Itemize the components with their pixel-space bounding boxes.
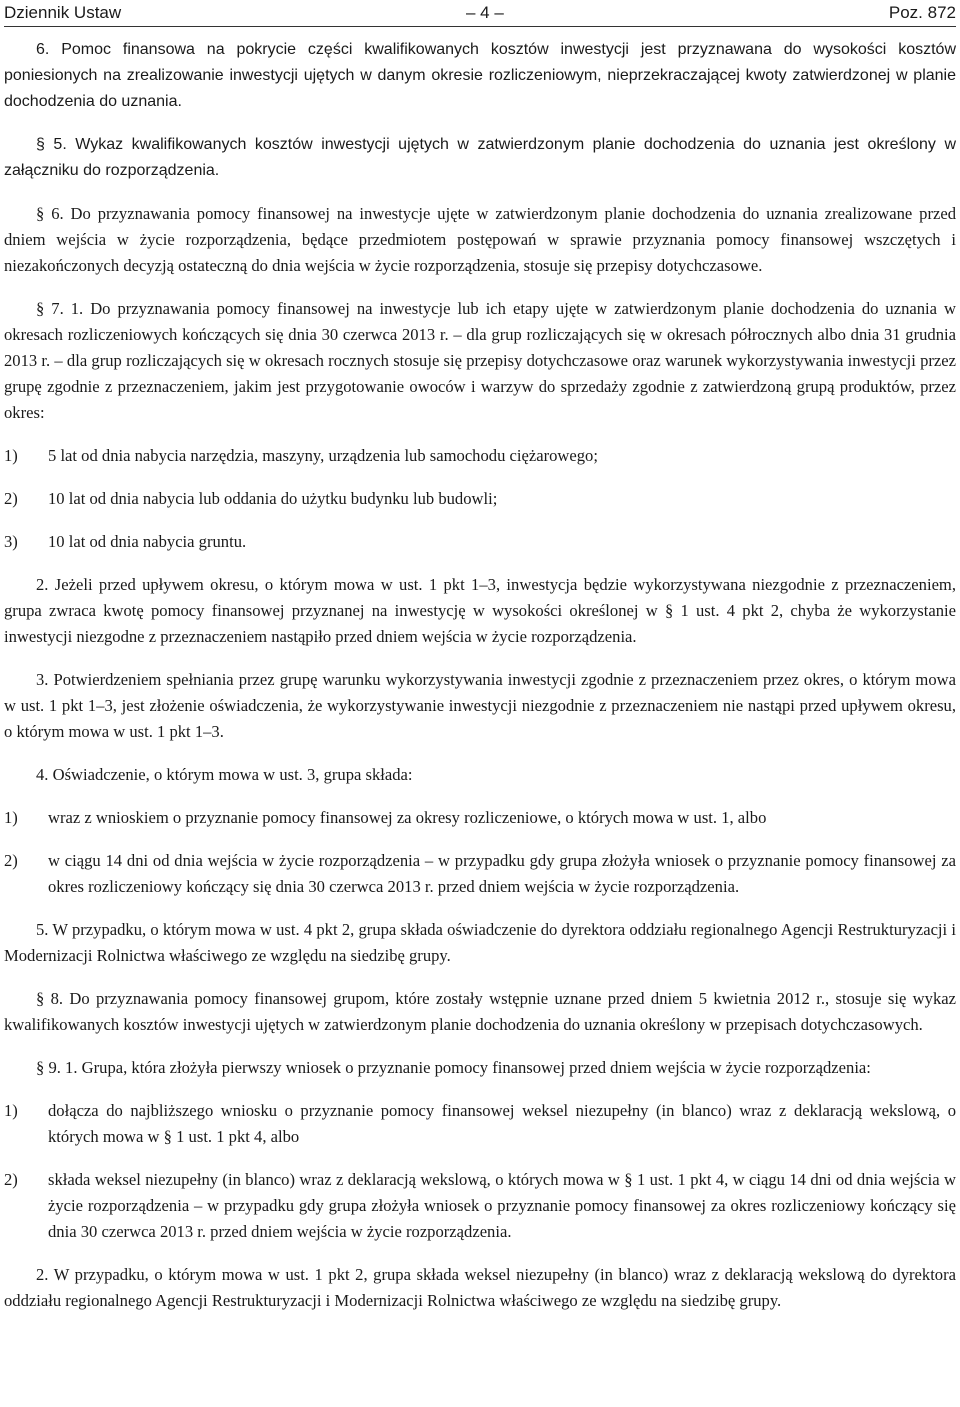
paragraph: § 5. Wykaz kwalifikowanych kosztów inwestycji ujętych w zatwierdzonym planie dochodzenia do uznania jest określony w załączniku do rozporządzenia. [4, 136, 956, 179]
paragraph-spacer [4, 788, 956, 805]
paragraph: 3. Potwierdzeniem spełniania przez grupę warunku wykorzystywania inwestycji zgodnie z przeznaczeniem przez okres, o którym mowa w ust. 1 pkt 1–3, jest złożenie oświadczenia, że wykorzystywanie inwestycji niezgodnie z przeznaczeniem nie nastąpi przed upływem okresu, o którym mowa w ust. 1 pkt 1–3. [4, 670, 956, 741]
paragraph-spacer [4, 1245, 956, 1262]
paragraph: 6. Pomoc finansowa na pokrycie części kwalifikowanych kosztów inwestycji jest przyznawana do wysokości kosztów poniesionych na zrealizowanie inwestycji ujętych w danym okresie rozliczeniowym, nieprzekraczającej kwoty zatwierdzonej w planie dochodzenia do uznania. [4, 41, 956, 110]
paragraph-spacer [4, 1038, 956, 1055]
paragraph: 4. Oświadczenie, o którym mowa w ust. 3, grupa składa: [36, 765, 413, 784]
paragraph-spacer [4, 650, 956, 667]
paragraph: § 9. 1. Grupa, która złożyła pierwszy wniosek o przyznanie pomocy finansowej przed dniem wejścia w życie rozporządzenia: [36, 1058, 871, 1077]
document-page [4, 0, 956, 1314]
paragraph: 2. Jeżeli przed upływem okresu, o którym mowa w ust. 1 pkt 1–3, inwestycja będzie wykorzystywana niezgodnie z przeznaczeniem, grupa zwraca kwotę pomocy finansowej przyznanej na inwestycję w wysokości określonej w § 1 ust. 4 pkt 2, chyba że wykorzystanie inwestycji niezgodne z przeznaczeniem nastąpiło przed dniem wejścia w życie rozporządzenia. [4, 575, 956, 646]
list-item [4, 805, 956, 831]
list-item-text: 10 lat od dnia nabycia lub oddania do użytku budynku lub budowli; [48, 489, 498, 508]
paragraph-spacer [4, 1150, 956, 1167]
list-item [4, 486, 956, 512]
paragraph-spacer [4, 555, 956, 572]
paragraph-spacer [4, 469, 956, 486]
list-item [4, 443, 956, 469]
paragraph: § 7. 1. Do przyznawania pomocy finansowej na inwestycje lub ich etapy ujęte w zatwierdzonym planie dochodzenia do uznania w okresach rozliczeniowych kończących się dnia 30 czerwca 2013 r. – dla grup rozliczających się w okresach półrocznych albo dnia 31 grudnia 2013 r. – dla grup rozliczających się w okresach rocznych stosuje się przepisy dotychczasowe oraz warunek wykorzystywania inwestycji przez grupę zgodnie z przeznaczeniem, jakim jest przygotowanie owoców i warzyw do sprzedaży zgodnie z zatwierdzoną grupą produktów, przez okres: [4, 299, 956, 422]
list-item-text: 5 lat od dnia nabycia narzędzia, maszyny, urządzenia lub samochodu ciężarowego; [48, 446, 598, 465]
list-item-number: 1) [4, 446, 18, 465]
list-item [4, 1167, 956, 1245]
document-body [4, 27, 956, 1314]
paragraph: § 6. Do przyznawania pomocy finansowej na inwestycje ujęte w zatwierdzonym planie dochodzenia do uznania zrealizowane przed dniem wejścia w życie rozporządzenia, będące przedmiotem postępowań w sprawie przyznania pomocy finansowej wszczętych i niezakończonych decyzją ostateczną do dnia wejścia w życie rozporządzenia, stosuje się przepisy dotychczasowe. [4, 204, 956, 275]
list-item-text: składa weksel niezupełny (in blanco) wraz z deklaracją wekslową, o których mowa w § 1 ust. 1 pkt 4, w ciągu 14 dni od dnia wejścia w życie rozporządzenia – w przypadku gdy grupa złożyła wniosek o przyznanie pomocy finansowej za okres rozliczeniowy kończący się dnia 30 czerwca 2013 r. przed dniem wejścia w życie rozporządzenia. [48, 1170, 956, 1241]
paragraph-spacer [4, 279, 956, 296]
list-item-text: wraz z wnioskiem o przyznanie pomocy finansowej za okresy rozliczeniowe, o których mowa w ust. 1, albo [48, 808, 767, 827]
list-item-number: 3) [4, 532, 18, 551]
page-number: – 4 – [466, 3, 504, 22]
paragraph: § 8. Do przyznawania pomocy finansowej grupom, które zostały wstępnie uznane przed dniem 5 kwietnia 2012 r., stosuje się wykaz kwalifikowanych kosztów inwestycji ujętych w zatwierdzonym planie dochodzenia do uznania określony w przepisach dotychczasowych. [4, 989, 956, 1034]
position-number: Poz. 872 [888, 3, 956, 22]
paragraph-spacer [4, 426, 956, 443]
paragraph-spacer [4, 969, 956, 986]
paragraph: 5. W przypadku, o którym mowa w ust. 4 pkt 2, grupa składa oświadczenie do dyrektora oddziału regionalnego Agencji Restrukturyzacji i Modernizacji Rolnictwa właściwego ze względu na siedzibę grupy. [4, 920, 956, 965]
list-item-number: 2) [4, 1170, 18, 1189]
paragraph-spacer [4, 115, 956, 132]
paragraph: 2. W przypadku, o którym mowa w ust. 1 pkt 2, grupa składa weksel niezupełny (in blanco) wraz z deklaracją wekslową do dyrektora oddziału regionalnego Agencji Restrukturyzacji i Modernizacji Rolnictwa właściwego ze względu na siedzibę grupy. [4, 1265, 956, 1310]
list-item-text: 10 lat od dnia nabycia gruntu. [48, 532, 247, 551]
paragraph-spacer [4, 1081, 956, 1098]
list-item-text: w ciągu 14 dni od dnia wejścia w życie rozporządzenia – w przypadku gdy grupa złożyła wniosek o przyznanie pomocy finansowej za okres rozliczeniowy kończący się dnia 30 czerwca 2013 r. przed dniem wejścia w życie rozporządzenia. [48, 851, 956, 896]
list-item [4, 848, 956, 900]
page-header [4, 0, 956, 26]
list-item [4, 529, 956, 555]
list-item-number: 2) [4, 851, 18, 870]
paragraph-spacer [4, 900, 956, 917]
list-item [4, 1098, 956, 1150]
list-item-number: 1) [4, 1101, 18, 1120]
paragraph-spacer [4, 831, 956, 848]
list-item-number: 1) [4, 808, 18, 827]
paragraph-spacer [4, 184, 956, 201]
list-item-text: dołącza do najbliższego wniosku o przyznanie pomocy finansowej weksel niezupełny (in blanco) wraz z deklaracją wekslową, o których mowa w § 1 ust. 1 pkt 4, albo [48, 1101, 956, 1146]
paragraph-spacer [4, 512, 956, 529]
paragraph-spacer [4, 745, 956, 762]
list-item-number: 2) [4, 489, 18, 508]
journal-title: Dziennik Ustaw [4, 3, 122, 22]
